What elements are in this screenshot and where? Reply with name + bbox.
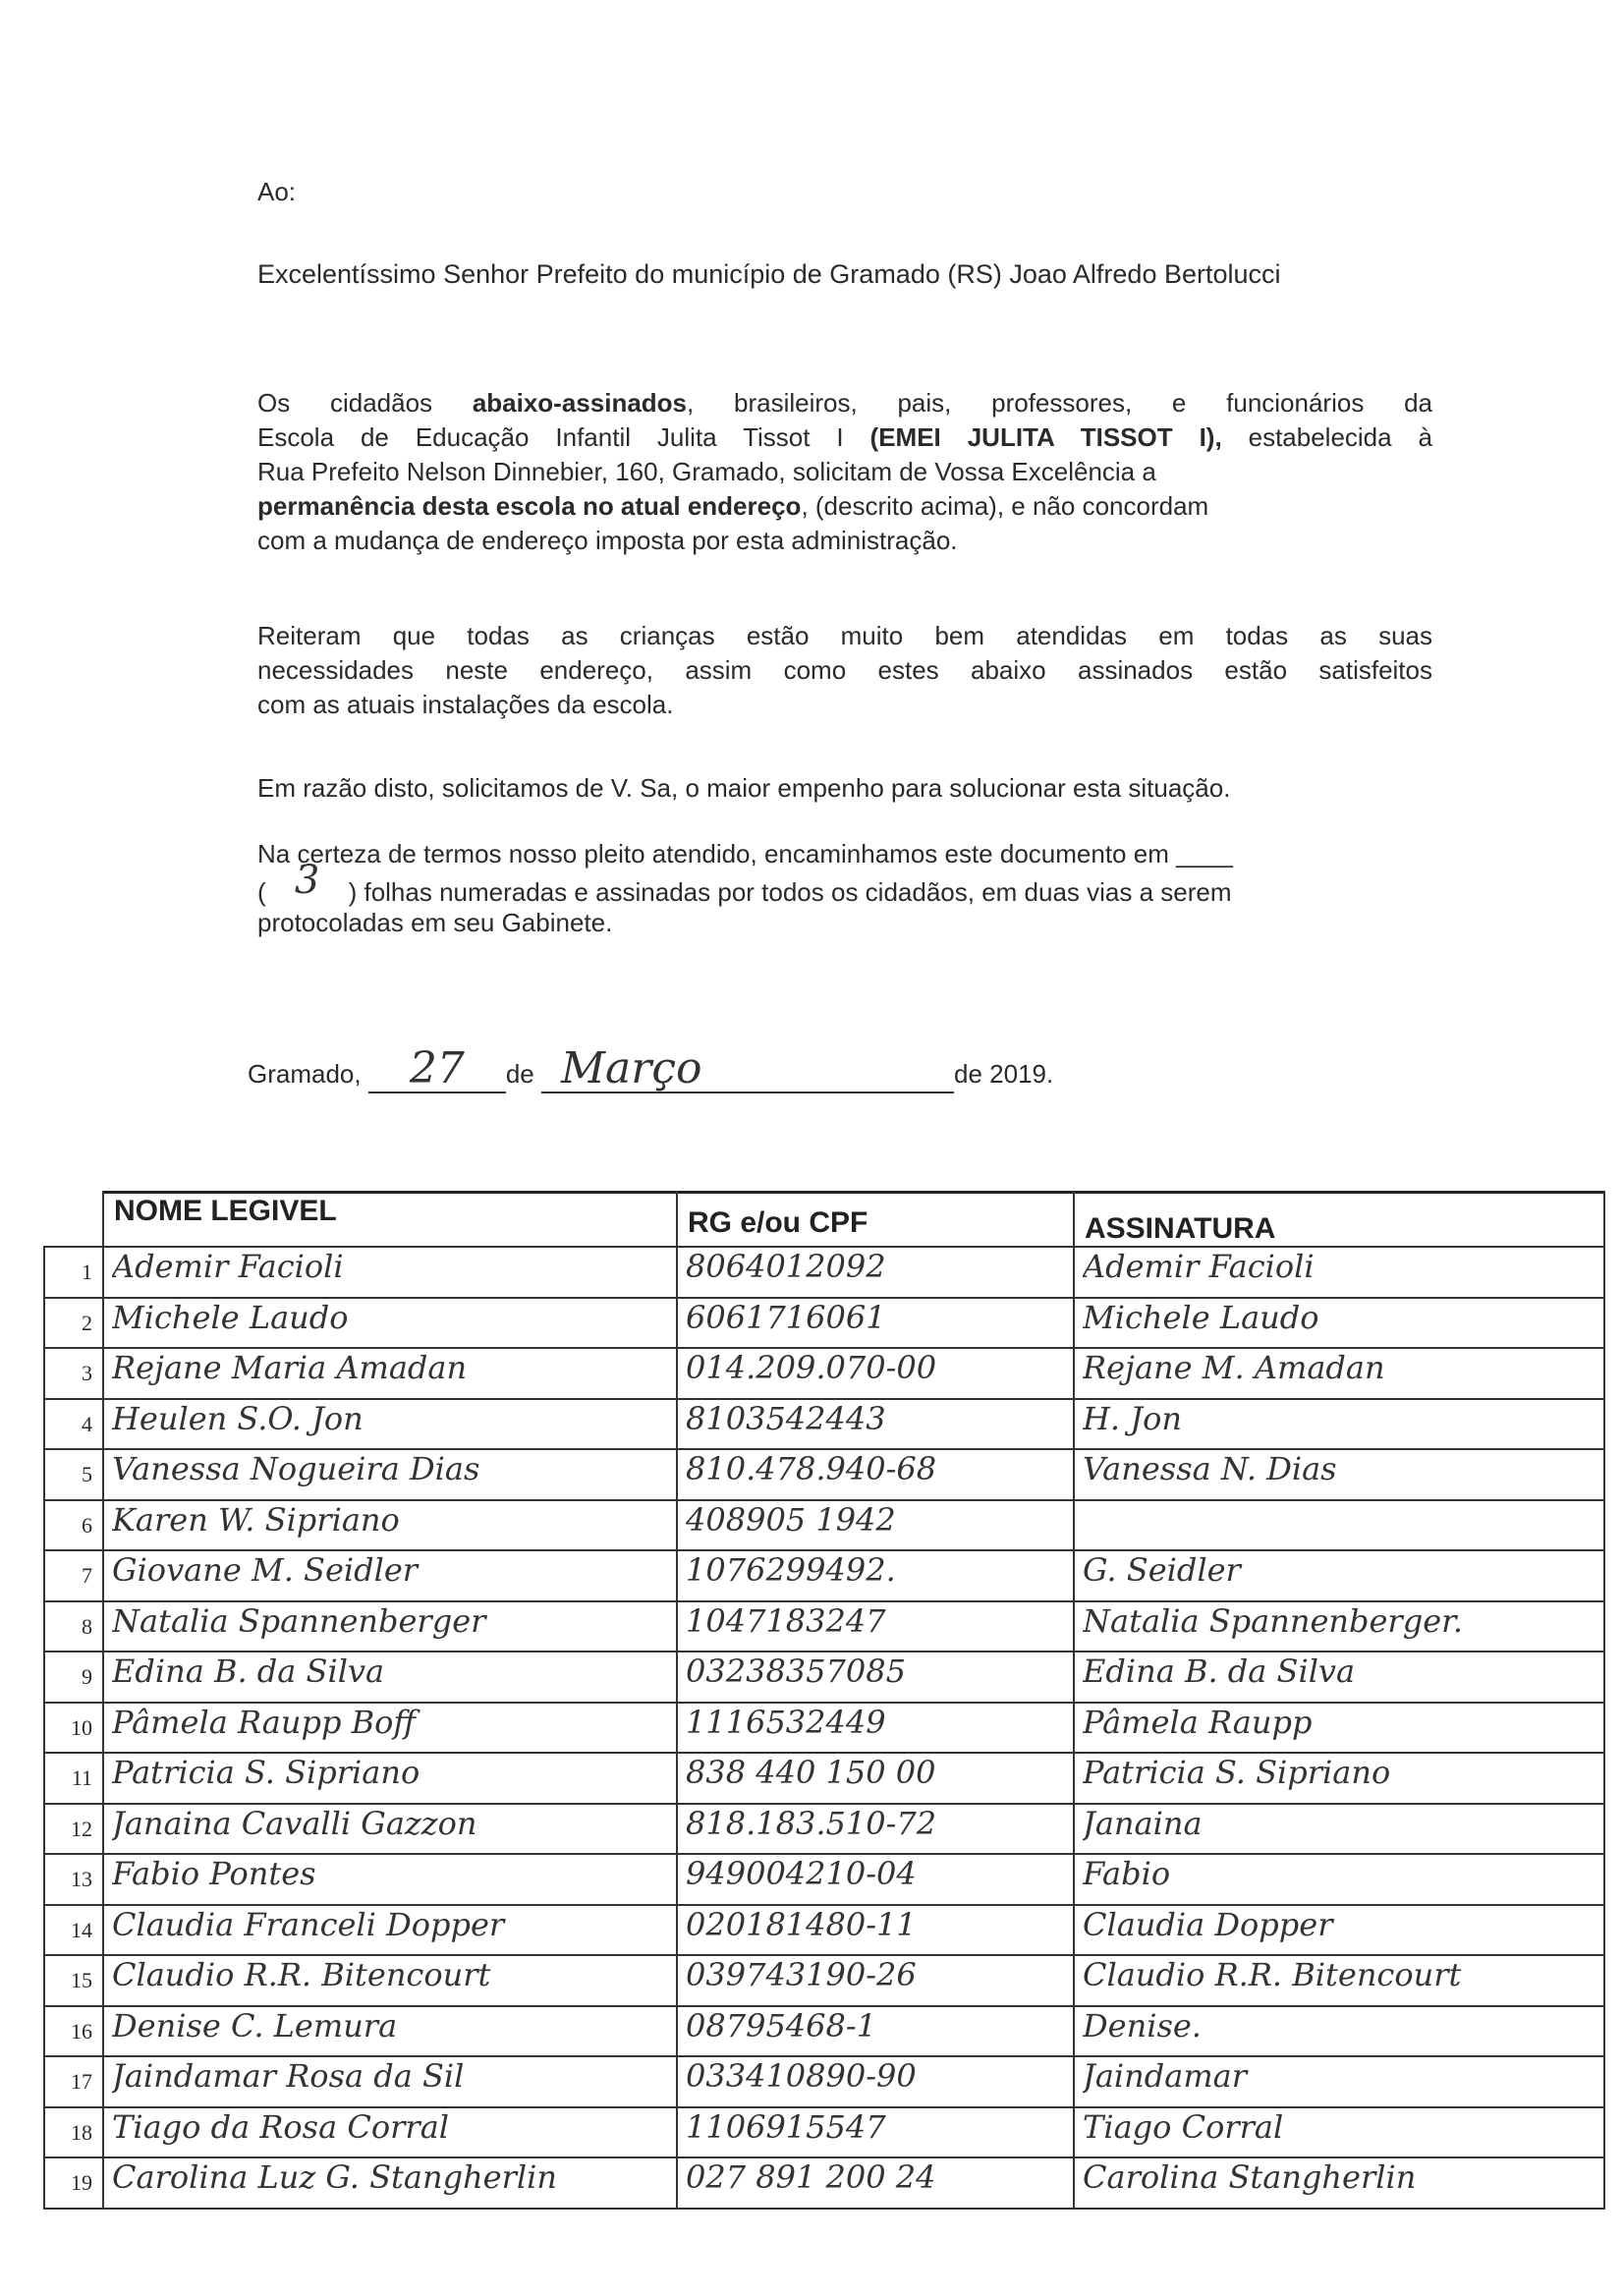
date-line bbox=[248, 1043, 1423, 1093]
row-number: 5 bbox=[82, 1462, 92, 1486]
id-cell: 039743190-26 bbox=[686, 1956, 917, 1993]
name-cell: Natalia Spannenberger bbox=[112, 1601, 486, 1640]
signature-cell: Jaindamar bbox=[1083, 2057, 1248, 2095]
row-number: 16 bbox=[71, 2018, 92, 2044]
id-cell: 1106915547 bbox=[686, 2107, 886, 2146]
signature-cell: Denise. bbox=[1083, 2006, 1202, 2044]
signature-cell: Carolina Stangherlin bbox=[1083, 2158, 1417, 2196]
table-divider bbox=[43, 1246, 45, 2208]
id-cell: 1047183247 bbox=[686, 1601, 886, 1640]
row-number: 4 bbox=[82, 1411, 92, 1436]
signature-cell: Claudio R.R. Bitencourt bbox=[1083, 1956, 1462, 1993]
row-number: 7 bbox=[82, 1563, 92, 1588]
date-day: 27 bbox=[409, 1043, 465, 1093]
id-cell: 1076299492. bbox=[686, 1551, 896, 1589]
signature-cell: Tiago Corral bbox=[1083, 2107, 1284, 2146]
table-row bbox=[43, 2055, 1605, 2108]
signature-cell: Natalia Spannenberger. bbox=[1083, 1601, 1464, 1640]
column-header: NOME LEGIVEL bbox=[114, 1195, 337, 1227]
table-row bbox=[43, 2005, 1605, 2058]
name-cell: Claudia Franceli Dopper bbox=[112, 1905, 505, 1943]
table-row bbox=[43, 1600, 1605, 1653]
name-cell: Denise C. Lemura bbox=[112, 2006, 398, 2044]
text: Rua Prefeito Nelson Dinnebier, 160, Gramado, solicitam de Vossa Excelência a bbox=[257, 457, 1156, 486]
name-cell: Patricia S. Sipriano bbox=[112, 1754, 420, 1791]
id-cell: 020181480-11 bbox=[686, 1905, 917, 1943]
id-cell: 8103542443 bbox=[686, 1399, 886, 1437]
date-month: Março bbox=[561, 1043, 702, 1093]
table-row bbox=[43, 1499, 1605, 1552]
name-cell: Claudio R.R. Bitencourt bbox=[112, 1956, 491, 1993]
id-cell: 818.183.510-72 bbox=[686, 1804, 937, 1842]
id-cell: 03238357085 bbox=[686, 1652, 906, 1690]
table-divider bbox=[102, 1191, 104, 2208]
table-row bbox=[43, 1651, 1605, 1704]
row-number: 12 bbox=[71, 1816, 92, 1841]
text: Os cidadãos bbox=[257, 388, 473, 418]
row-number: 3 bbox=[82, 1361, 92, 1385]
id-cell: 033410890-90 bbox=[686, 2057, 917, 2095]
table-row bbox=[43, 2106, 1605, 2159]
addressee: Excelentíssimo Senhor Prefeito do município de Gramado (RS) Joao Alfredo Bertolucci bbox=[257, 259, 1281, 289]
table-row bbox=[43, 1549, 1605, 1602]
signature-cell: Fabio bbox=[1083, 1855, 1171, 1892]
paragraph-1-line bbox=[257, 489, 1432, 524]
paragraph-1-line bbox=[257, 386, 1432, 420]
name-cell: Jaindamar Rosa da Sil bbox=[112, 2057, 465, 2095]
text: com a mudança de endereço imposta por esta administração. bbox=[257, 526, 958, 555]
table-row bbox=[43, 1398, 1605, 1451]
table-row bbox=[43, 1448, 1605, 1501]
id-cell: 014.209.070-00 bbox=[686, 1349, 937, 1386]
handwritten-page-count: 3 bbox=[294, 858, 320, 903]
id-cell: 6061716061 bbox=[686, 1298, 886, 1336]
name-cell: Carolina Luz G. Stangherlin bbox=[112, 2158, 557, 2196]
column-header: RG e/ou CPF bbox=[688, 1206, 868, 1239]
name-cell: Janaina Cavalli Gazzon bbox=[112, 1804, 477, 1842]
signature-cell: G. Seidler bbox=[1083, 1551, 1241, 1589]
text: , brasileiros, pais, professores, e funcionários da bbox=[687, 388, 1432, 418]
table-row bbox=[43, 1246, 1605, 1299]
name-cell: Rejane Maria Amadan bbox=[112, 1349, 468, 1386]
id-cell: 1116532449 bbox=[686, 1703, 886, 1741]
paragraph-1-line bbox=[257, 455, 1432, 489]
row-number: 6 bbox=[82, 1512, 92, 1538]
header-divider bbox=[43, 1246, 1605, 1248]
name-cell: Karen W. Sipriano bbox=[112, 1500, 400, 1539]
paragraph-1-line bbox=[257, 420, 1432, 455]
signature-cell: Vanessa N. Dias bbox=[1083, 1450, 1337, 1487]
table-row bbox=[43, 1347, 1605, 1400]
table-row bbox=[43, 1752, 1605, 1805]
name-cell: Heulen S.O. Jon bbox=[112, 1399, 364, 1437]
column-header: ASSINATURA bbox=[1085, 1212, 1276, 1245]
row-number: 15 bbox=[71, 1968, 92, 1992]
paragraph-4-line-3: protocoladas em seu Gabinete. bbox=[257, 908, 613, 937]
signature-cell: Janaina bbox=[1083, 1804, 1203, 1842]
row-number: 2 bbox=[82, 1310, 92, 1335]
date-year: de 2019. bbox=[954, 1059, 1054, 1089]
table-divider bbox=[676, 1191, 678, 2208]
name-cell: Edina B. da Silva bbox=[112, 1652, 385, 1690]
signature-cell: Pâmela Raupp bbox=[1083, 1703, 1313, 1741]
id-cell: 408905 1942 bbox=[686, 1500, 896, 1539]
name-cell: Tiago da Rosa Corral bbox=[112, 2107, 449, 2146]
bold-text: permanência desta escola no atual endereço bbox=[257, 491, 802, 521]
row-number: 17 bbox=[71, 2069, 92, 2094]
signature-cell: Ademir Facioli bbox=[1083, 1248, 1315, 1285]
row-number: 19 bbox=[71, 2170, 92, 2195]
paren-open: ( bbox=[257, 877, 266, 907]
id-cell: 027 891 200 24 bbox=[686, 2158, 936, 2196]
signature-cell: Edina B. da Silva bbox=[1083, 1652, 1356, 1690]
table-divider bbox=[1073, 1191, 1075, 2208]
signature-cell: Patricia S. Sipriano bbox=[1083, 1754, 1391, 1791]
name-cell: Fabio Pontes bbox=[112, 1855, 316, 1892]
row-number: 8 bbox=[82, 1613, 92, 1639]
table-divider bbox=[1603, 1191, 1605, 2208]
date-de: de bbox=[505, 1059, 534, 1089]
text: , (descrito acima), e não concordam bbox=[801, 491, 1209, 521]
table-row bbox=[43, 1702, 1605, 1755]
date-city: Gramado, bbox=[248, 1059, 362, 1089]
row-number: 13 bbox=[71, 1867, 92, 1891]
table-row bbox=[43, 1954, 1605, 2007]
paragraph-2-line: com as atuais instalações da escola. bbox=[257, 690, 674, 719]
id-cell: 08795468-1 bbox=[686, 2006, 877, 2044]
id-cell: 949004210-04 bbox=[686, 1855, 917, 1892]
name-cell: Ademir Facioli bbox=[112, 1248, 344, 1285]
row-number: 10 bbox=[71, 1714, 92, 1740]
name-cell: Michele Laudo bbox=[112, 1298, 349, 1336]
row-number: 18 bbox=[71, 2119, 92, 2145]
text: estabelecida à bbox=[1221, 422, 1432, 452]
row-number: 14 bbox=[71, 1917, 92, 1942]
table-row bbox=[43, 1803, 1605, 1856]
row-number: 11 bbox=[71, 1765, 92, 1790]
paragraph-2-line: Reiteram que todas as crianças estão muito bem atendidas em todas as suas bbox=[257, 621, 1432, 650]
salutation: Ao: bbox=[257, 177, 297, 206]
signature-cell: Claudia Dopper bbox=[1083, 1905, 1333, 1943]
id-cell: 810.478.940-68 bbox=[686, 1450, 937, 1487]
paragraph-2-line: necessidades neste endereço, assim como estes abaixo assinados estão satisfeitos bbox=[257, 655, 1432, 685]
paragraph-4-line-1: Na certeza de termos nosso pleito atendido, encaminhamos este documento em ____ bbox=[257, 839, 1233, 868]
name-cell: Giovane M. Seidler bbox=[112, 1551, 419, 1589]
row-number: 1 bbox=[82, 1260, 92, 1284]
paragraph-3: Em razão disto, solicitamos de V. Sa, o maior empenho para solucionar esta situação. bbox=[257, 773, 1231, 803]
bold-text: abaixo-assinados bbox=[472, 388, 688, 418]
table-row bbox=[43, 2156, 1605, 2210]
name-cell: Pâmela Raupp Boff bbox=[112, 1703, 417, 1741]
paren-close-text: ) folhas numeradas e assinadas por todos os cidadãos, em duas vias a serem bbox=[348, 877, 1232, 907]
bold-text: (EMEI JULITA TISSOT I), bbox=[869, 422, 1222, 452]
paragraph-4-line-2 bbox=[257, 858, 1432, 910]
id-cell: 838 440 150 00 bbox=[686, 1754, 936, 1791]
id-cell: 8064012092 bbox=[686, 1248, 886, 1285]
signature-cell: H. Jon bbox=[1083, 1399, 1182, 1437]
table-row bbox=[43, 1853, 1605, 1906]
paragraph-1-line bbox=[257, 524, 1432, 558]
table-row bbox=[43, 1297, 1605, 1350]
text: Escola de Educação Infantil Julita Tissot I bbox=[257, 422, 870, 452]
signature-cell: Michele Laudo bbox=[1083, 1298, 1319, 1336]
row-number: 9 bbox=[82, 1664, 92, 1689]
name-cell: Vanessa Nogueira Dias bbox=[112, 1450, 480, 1487]
signature-cell: Rejane M. Amadan bbox=[1083, 1349, 1385, 1386]
table-row bbox=[43, 1904, 1605, 1957]
